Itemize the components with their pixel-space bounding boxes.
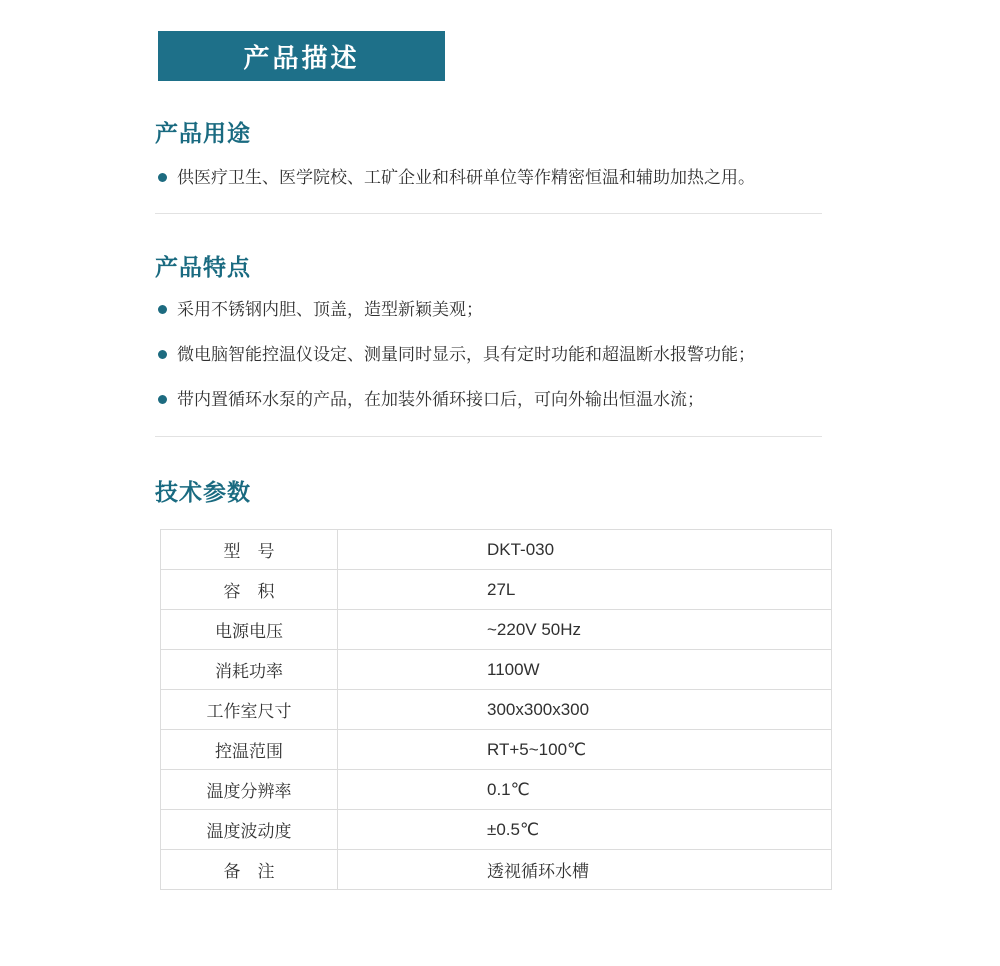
table-row	[161, 690, 832, 730]
spec-value-cell: 透视循环水槽	[338, 850, 832, 890]
section-divider	[155, 436, 822, 437]
spec-label-cell: 控温范围	[161, 730, 338, 770]
table-row	[161, 850, 832, 890]
list-item	[158, 389, 848, 411]
spec-label-cell: 工作室尺寸	[161, 690, 338, 730]
specs-table	[160, 529, 832, 890]
product-description-banner	[158, 31, 445, 81]
section-heading-specs: 技术参数	[155, 479, 251, 505]
list-item	[158, 167, 848, 189]
table-row	[161, 810, 832, 850]
spec-value-cell: 0.1℃	[338, 770, 832, 810]
bullet-dot-icon	[158, 173, 167, 182]
table-row	[161, 610, 832, 650]
spec-value-cell: ~220V 50Hz	[338, 610, 832, 650]
spec-label-cell: 消耗功率	[161, 650, 338, 690]
specs-table-body	[161, 530, 832, 890]
banner-title: 产品描述	[243, 42, 360, 73]
list-item	[158, 299, 848, 321]
bullet-text: 供医疗卫生、医学院校、工矿企业和科研单位等作精密恒温和辅助加热之用。	[177, 168, 755, 187]
bullet-dot-icon	[158, 305, 167, 314]
spec-label-cell: 型 号	[161, 530, 338, 570]
table-row	[161, 530, 832, 570]
spec-label-cell: 温度波动度	[161, 810, 338, 850]
bullet-text: 带内置循环水泵的产品，在加装外循环接口后，可向外输出恒温水流；	[177, 390, 704, 409]
list-item	[158, 344, 848, 366]
table-row	[161, 770, 832, 810]
table-row	[161, 730, 832, 770]
usage-bullet-list	[158, 167, 848, 212]
spec-label-cell: 备 注	[161, 850, 338, 890]
spec-value-cell: RT+5~100℃	[338, 730, 832, 770]
bullet-text: 微电脑智能控温仪设定、测量同时显示，具有定时功能和超温断水报警功能；	[177, 345, 755, 364]
spec-value-cell: 1100W	[338, 650, 832, 690]
section-heading-features: 产品特点	[155, 254, 251, 280]
spec-value-cell: 300x300x300	[338, 690, 832, 730]
bullet-text: 采用不锈钢内胆、顶盖，造型新颖美观；	[177, 300, 483, 319]
table-row	[161, 650, 832, 690]
table-row	[161, 570, 832, 610]
spec-label-cell: 温度分辨率	[161, 770, 338, 810]
features-bullet-list	[158, 299, 848, 434]
spec-value-cell: ±0.5℃	[338, 810, 832, 850]
spec-label-cell: 电源电压	[161, 610, 338, 650]
bullet-dot-icon	[158, 395, 167, 404]
spec-label-cell: 容 积	[161, 570, 338, 610]
section-divider	[155, 213, 822, 214]
bullet-dot-icon	[158, 350, 167, 359]
spec-value-cell: DKT-030	[338, 530, 832, 570]
spec-value-cell: 27L	[338, 570, 832, 610]
section-heading-usage: 产品用途	[155, 120, 251, 146]
